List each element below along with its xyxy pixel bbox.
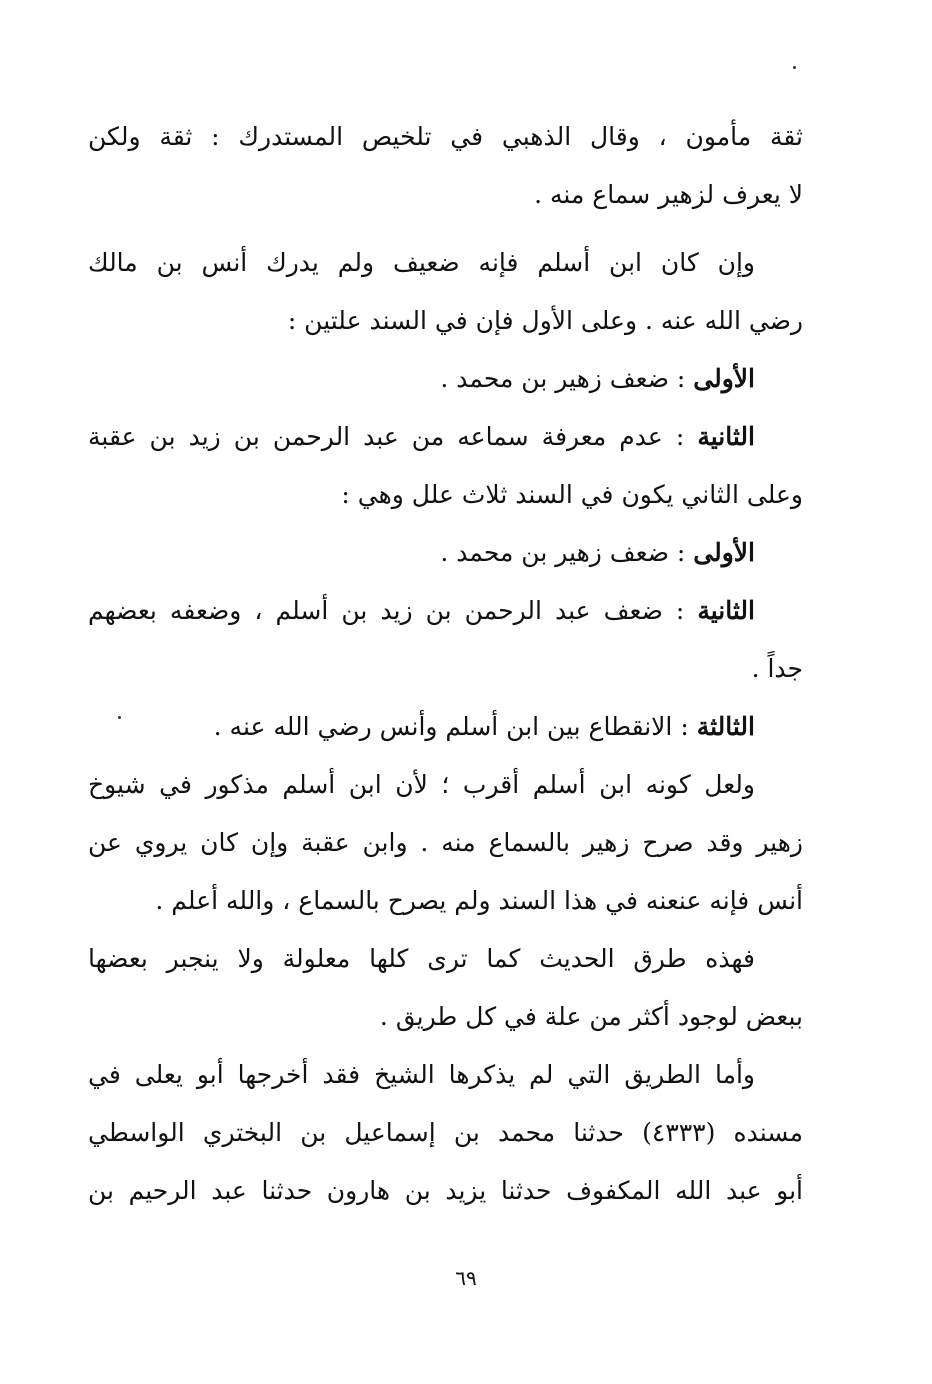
text-line <box>88 582 803 640</box>
body-text <box>88 108 803 1220</box>
paragraph <box>88 350 803 408</box>
item-text: : ضعف زهير بن محمد . <box>440 538 694 567</box>
page-number: ٦٩ <box>455 1266 477 1290</box>
text-line: فهذه طرق الحديث كما ترى كلها معلولة ولا ينجبر بعضها <box>88 944 755 973</box>
item-text: : عدم معرفة سماعه من عبد الرحمن بن زيد بن عقبة <box>88 422 698 451</box>
text-line: زهير وقد صرح زهير بالسماع منه . وابن عقبة وإن كان يروي عن <box>88 828 803 857</box>
text-line <box>88 408 803 466</box>
text-line: أنس فإنه عنعنه في هذا السند ولم يصرح بالسماع ، والله أعلم . <box>155 886 803 915</box>
text-line: رضي الله عنه . وعلى الأول فإن في السند علتين : <box>287 306 803 335</box>
paragraph <box>88 930 803 1046</box>
paragraph <box>88 234 803 350</box>
text-line: وإن كان ابن أسلم فإنه ضعيف ولم يدرك أنس بن مالك <box>88 248 755 277</box>
item-label: الأولى <box>693 538 755 567</box>
paragraph <box>88 582 803 698</box>
text-line: أبو عبد الله المكفوف حدثنا يزيد بن هارون حدثنا عبد الرحيم بن <box>88 1176 803 1205</box>
speck-mark <box>793 66 796 69</box>
text-line: ببعض لوجود أكثر من علة في كل طريق . <box>379 1002 803 1031</box>
text-line <box>88 350 803 408</box>
text-line <box>88 524 803 582</box>
paragraph <box>88 1046 803 1220</box>
item-label: الثانية <box>697 596 755 625</box>
paragraph <box>88 524 803 582</box>
text-line: ثقة مأمون ، وقال الذهبي في تلخيص المستدرك : ثقة ولكن <box>88 122 803 151</box>
text-line <box>88 698 803 756</box>
item-label: الأولى <box>693 364 755 393</box>
item-label: الثانية <box>697 422 755 451</box>
text-line: جداً . <box>751 654 803 683</box>
text-line: وعلى الثاني يكون في السند ثلاث علل وهي : <box>341 480 803 509</box>
paragraph <box>88 698 803 756</box>
text-line: مسنده (٤٣٣٣) حدثنا محمد بن إسماعيل بن البختري الواسطي <box>88 1118 803 1147</box>
paragraph <box>88 756 803 930</box>
item-text: : ضعف زهير بن محمد . <box>440 364 694 393</box>
item-label: الثالثة <box>696 712 755 741</box>
item-text: : الانقطاع بين ابن أسلم وأنس رضي الله عنه . <box>213 712 697 741</box>
paragraph <box>88 108 803 224</box>
paragraph <box>88 408 803 524</box>
text-line: ولعل كونه ابن أسلم أقرب ؛ لأن ابن أسلم مذكور في شيوخ <box>88 770 755 799</box>
item-text: : ضعف عبد الرحمن بن زيد بن أسلم ، وضعفه بعضهم <box>88 596 698 625</box>
text-line: وأما الطريق التي لم يذكرها الشيخ فقد أخرجها أبو يعلى في <box>88 1060 755 1089</box>
text-line: لا يعرف لزهير سماع منه . <box>534 180 803 209</box>
